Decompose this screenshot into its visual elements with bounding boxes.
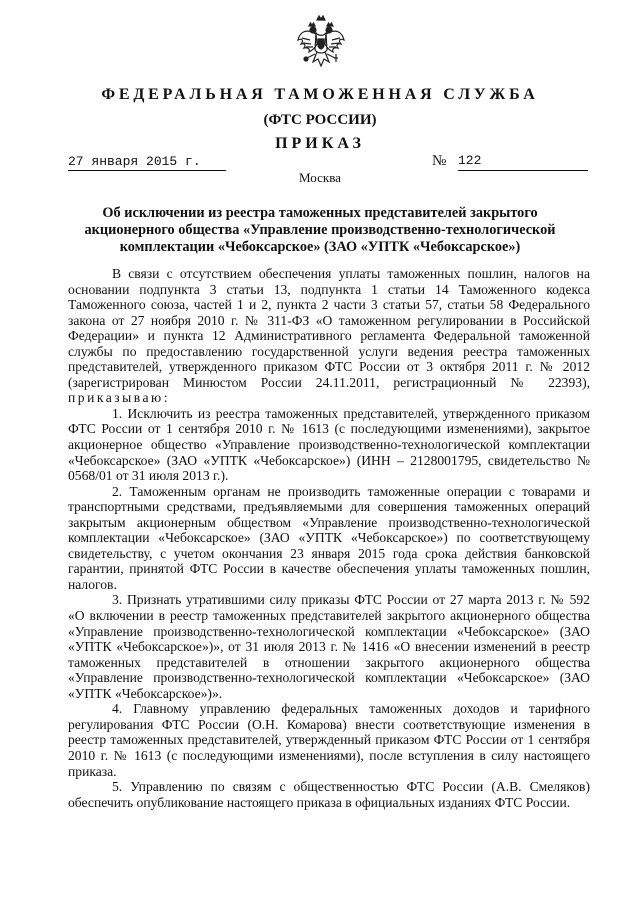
number-sign: № xyxy=(432,153,447,169)
document-type-title: ПРИКАЗ xyxy=(275,135,365,152)
preamble-paragraph xyxy=(68,266,590,406)
city: Москва xyxy=(299,170,341,185)
order-subject-heading: Об исключении из реестра таможенных представителей закрытого акционерного общества «Управление производственно-технологической комплектации «Чебоксарское» (ЗАО «УПТК «Чебоксарское») xyxy=(84,205,556,255)
order-number: 122 xyxy=(458,152,588,171)
preamble-text: В связи с отсутствием обеспечения уплаты таможенных пошлин, налогов на основании подпункта 3 статьи 13, подпункта 1 статьи 14 Таможенного кодекса Таможенного союза, частей 1 и 2, пункта 2 части 3 статьи 57, статьи 58 Федерального закона от 27 ноября 2010 г. № 311-ФЗ «О таможенном регулировании в Российской Федерации» и пункта 12 Административного регламента Федеральной таможенной службы по предоставлению государственной услуги ведения реестра таможенных представителей, утвержденного приказом ФТС России от 3 октября 2011 г. № 2012 (зарегистрирован Минюстом России 24.11.2011, регистрационный № 22393), xyxy=(68,266,590,390)
order-item-2: 2. Таможенным органам не производить таможенные операции с товарами и транспортными средствами, предъявляемыми для совершения таможенных операций закрытым акционерным обществом «Управление производственно-технологической комплектации «Чебоксарское» (ЗАО «УПТК «Чебоксарское») по соответствующему свидетельству, с учетом окончания 23 января 2015 года срока действия банковской гарантии, принятой ФТС России в качестве обеспечения уплаты таможенных пошлин, налогов. xyxy=(68,483,590,592)
order-body xyxy=(68,266,590,810)
order-item-3: 3. Признать утратившими силу приказы ФТС России от 27 марта 2013 г. № 592 «О включении в реестр таможенных представителей закрытого акционерного общества «Управление производственно-технологической комплектации «Чебоксарское» (ЗАО «УПТК «Чебоксарское»)», от 31 июля 2013 г. № 1416 «О внесении изменений в реестр таможенных представителей в отношении закрытого акционерного общества «Управление производственно-технологической комплектации «Чебоксарское» (ЗАО «УПТК «Чебоксарское»)». xyxy=(68,592,590,701)
order-item-5: 5. Управлению по связям с общественностью ФТС России (А.В. Смеляков) обеспечить опубликование настоящего приказа в официальных изданиях ФТС России. xyxy=(68,779,590,810)
agency-abbreviation: (ФТС РОССИИ) xyxy=(263,112,377,128)
order-item-1: 1. Исключить из реестра таможенных представителей, утвержденного приказом ФТС России от 1 сентября 2010 г. № 1613 (с последующими изменениями), закрытое акционерное общество «Управление производственно-технологической комплектации «Чебоксарское» (ЗАО «УПТК «Чебоксарское») (ИНН – 2128001795, свидетельство № 0568/01 от 31 июля 2013 г.). xyxy=(68,405,590,484)
order-word: приказываю: xyxy=(68,390,170,406)
order-item-4: 4. Главному управлению федеральных таможенных доходов и тарифного регулирования ФТС России (О.Н. Комарова) внести соответствующие изменения в реестр таможенных представителей, утвержденный приказом ФТС России от 1 сентября 2010 г. № 1613 (с последующими изменениями), после вступления в силу настоящего приказа. xyxy=(68,701,590,779)
agency-name: ФЕДЕРАЛЬНАЯ ТАМОЖЕННАЯ СЛУЖБА xyxy=(101,86,539,103)
order-date: 27 января 2015 г. xyxy=(68,153,226,171)
double-headed-eagle-emblem-icon xyxy=(296,14,346,72)
order-number-block xyxy=(432,152,588,170)
